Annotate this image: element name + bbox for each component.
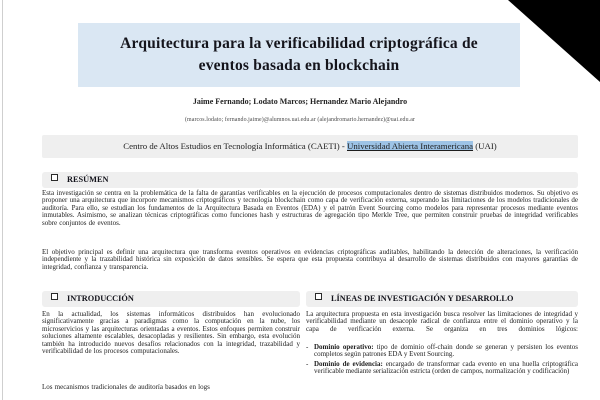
university-highlight-link[interactable]: Universidad Abierta Interamericana [347,141,474,151]
resumen-paragraph-1: Esta investigación se centra en la problemática de la falta de garantías verificables en la ejecución de procesos computacionales dentro de sistemas distribuidos modernos. Su objetivo es proponer una arquitectura que incorpore mecanismos criptográficos y tecnología blockchain como capa de verificación externa, superando las limitaciones de los modelos tradicionales de auditoría. Para ello, se estudian los fundamentos de la Arquitectura Basada en Eventos (EDA) y el patrón Event Sourcing como modelos para representar procesos mediante eventos inmutables. Asimismo, se analizan técnicas criptográficas como funciones hash y estructuras de agregación tipo Merkle Tree, que permiten construir pruebas de integridad verificables sobre conjuntos de eventos. [42,189,578,227]
affiliation-suffix: (UAI) [473,141,497,151]
section-title-resumen: RESÚMEN [67,175,109,184]
section-header-lineas [306,291,578,307]
resumen-paragraph-2: El objetivo principal es definir una arquitectura que transforma eventos operativos en evidencias criptográficas auditables, habilitando la detección de alteraciones, la verificación independiente y la trazabilidad histórica sin exposición de datos sensibles. Se espera que esta propuesta contribuya al desarrollo de sistemas distribuidos con mayores garantías de integridad, confianza y transparencia. [42,248,578,271]
affiliation-prefix: Centro de Altos Estudios en Tecnología Informática (CAETI) - [123,141,347,151]
paper-title: Arquitectura para la verificabilidad criptográfica de eventos basada en blockchain [120,35,478,74]
introduccion-paragraph-1: En la actualidad, los sistemas informáticos distribuidos han evolucionado significativamente gracias a paradigmas como la computación en la nube, los microservicios y las arquitecturas orientadas a eventos. Estos enfoques permiten construir soluciones altamente escalables, desacopladas y resilientes. Sin embargo, esta evolución también ha introducido nuevos desafíos relacionados con la integridad, trazabilidad y verificabilidad de los procesos computacionales. [42,310,300,356]
section-header-resumen [42,172,578,188]
lineas-intro-paragraph: La arquitectura propuesta en esta investigación busca resolver las limitaciones de integridad y verificabilidad mediante un desacople radical de confianza entre el dominio operativo y la capa de verificación externa. Se organiza en tres dominios lógicos: [306,310,578,333]
list-item-text: tipo de dominio off-chain donde se generan y persisten los eventos completos según patrones EDA y Event Sourcing. [314,343,578,359]
emails-line: (marcos.lodato; fernando.jaime)@alumnos.uai.edu.ar (alejandromario.hernandez)@uai.edu.ar [185,117,415,123]
authors-line: Jaime Fernando; Lodato Marcos; Hernandez Mario Alejandro [192,97,408,106]
affiliation-band [42,135,578,158]
list-item-lead: Dominio de evidencia: [314,359,383,368]
list-item-dominio-evidencia [306,361,578,376]
title-box [78,23,520,87]
list-item-text: encargado de transformar cada evento en una huella criptográfica verificable mediante serialización estricta (orden de campos, normalización y codificación) [314,359,578,376]
folded-corner-decoration [508,0,600,82]
page-left-border [2,0,3,400]
list-item-lead: Dominio operativo: [314,343,374,351]
section-title-lineas: LÍNEAS DE INVESTIGACIÓN Y DESARROLLO [331,294,514,303]
section-header-introduccion [42,291,300,307]
section-title-introduccion: INTRODUCCIÓN [67,294,134,303]
list-item-dominio-operativo [306,344,578,359]
square-bullet-icon [51,174,58,181]
square-bullet-icon [51,293,58,300]
lineas-domain-list [306,344,578,378]
introduccion-paragraph-2: Los mecanismos tradicionales de auditoría basados en logs [42,383,210,391]
square-bullet-icon [315,293,322,300]
